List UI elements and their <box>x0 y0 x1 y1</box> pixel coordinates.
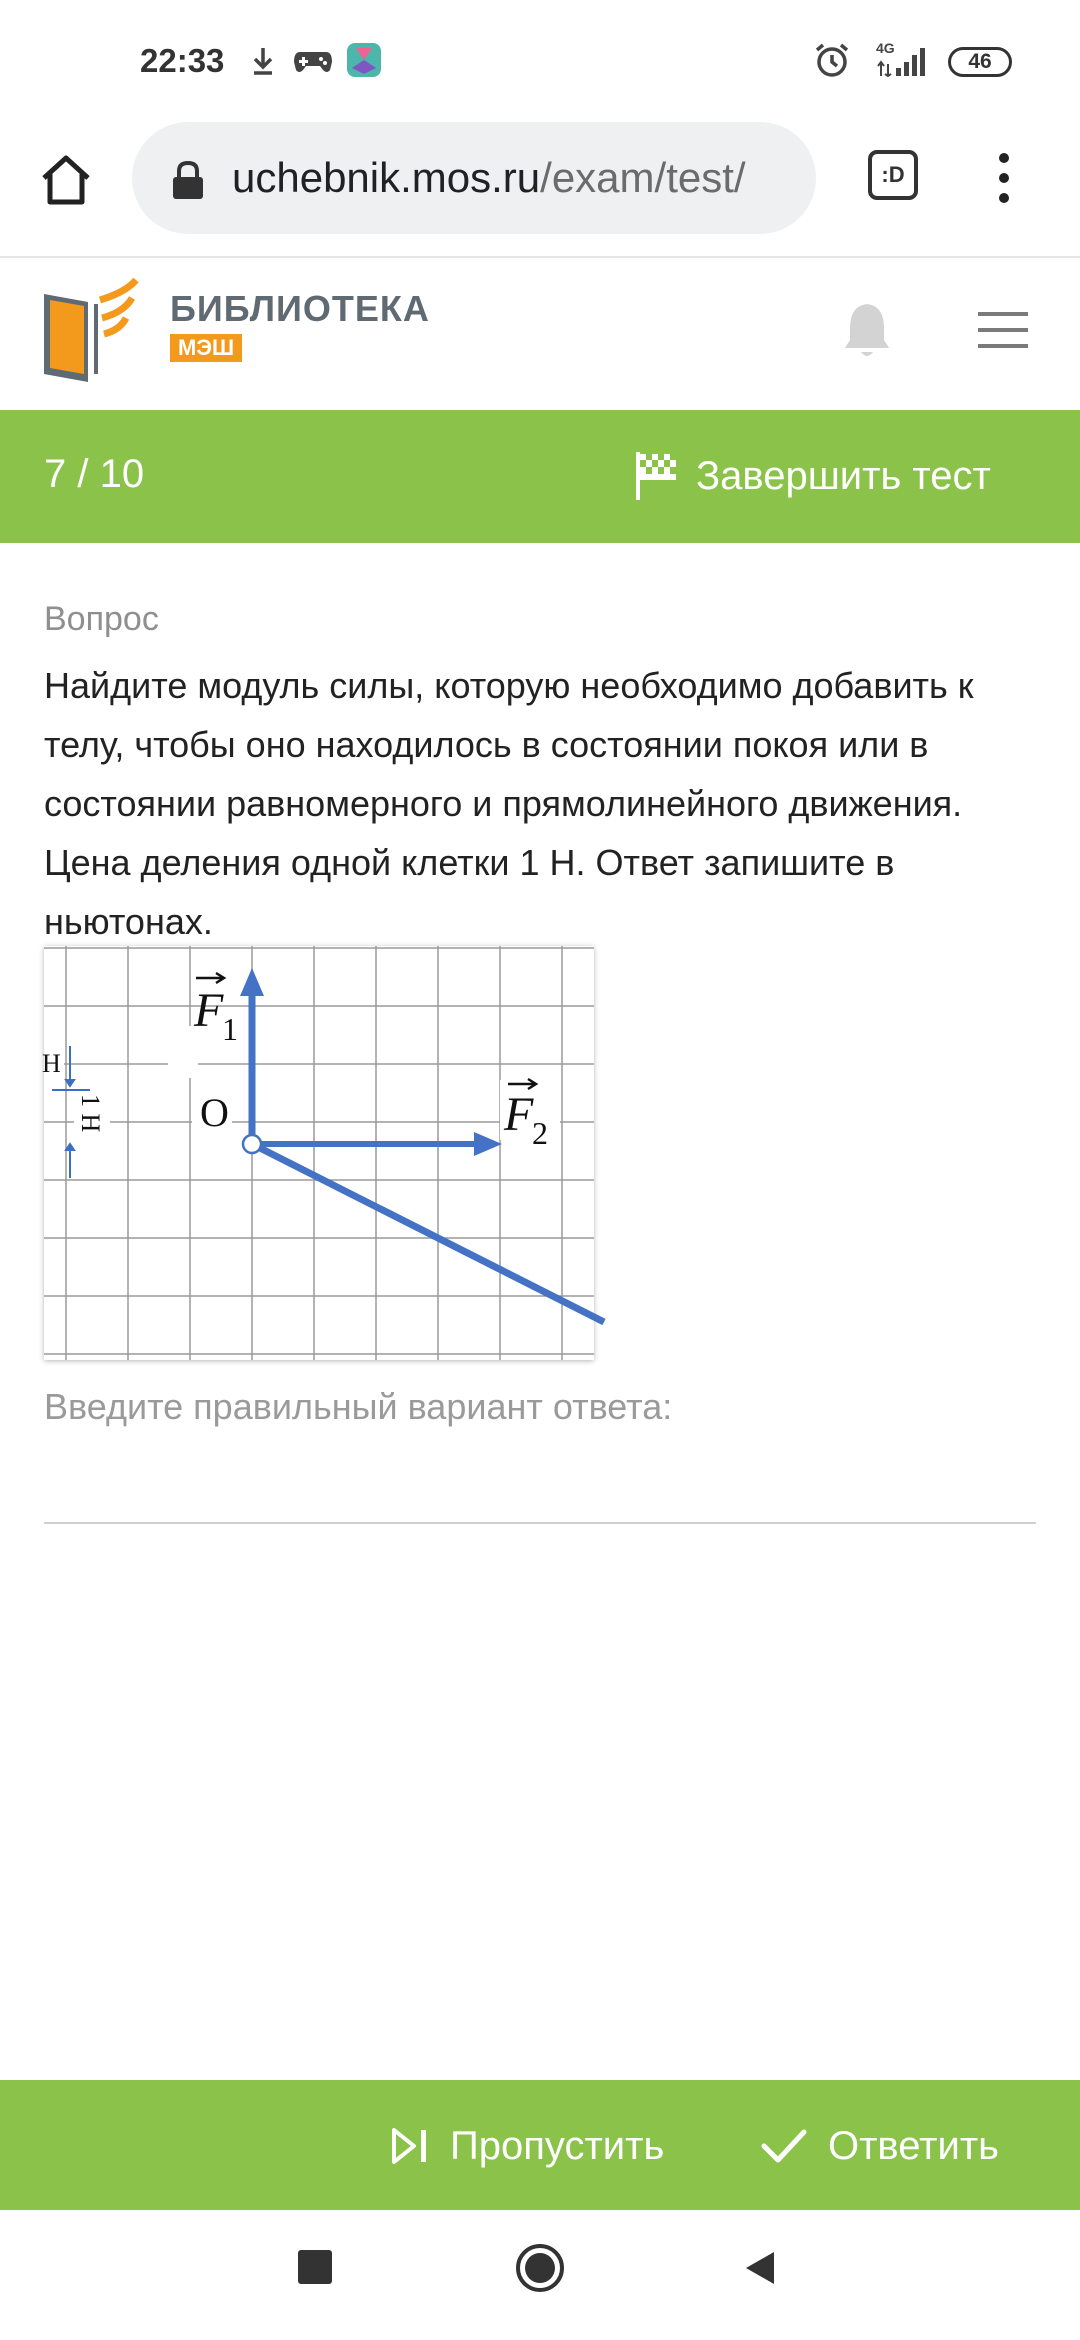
logo-title: БИБЛИОТЕКА <box>170 288 430 329</box>
checkered-flag-icon <box>634 450 678 502</box>
f1-subscript: 1 <box>222 1011 238 1047</box>
answer-input[interactable] <box>44 1470 1036 1524</box>
question-counter: 7 / 10 <box>44 452 145 496</box>
gamepad-icon <box>292 40 334 80</box>
notification-bell-icon[interactable] <box>842 298 892 362</box>
force-vectors <box>240 968 604 1322</box>
skip-icon <box>390 2126 430 2166</box>
network-label: 4G <box>876 40 895 56</box>
submit-answer-label: Ответить <box>828 2123 999 2168</box>
f1-letter: F <box>194 984 224 1037</box>
answer-prompt: Введите правильный вариант ответа: <box>44 1386 673 1427</box>
answer-action-bar <box>0 2080 1080 2210</box>
finish-test-label: Завершить тест <box>696 453 991 498</box>
f1-label <box>193 973 238 1047</box>
back-triangle-icon[interactable] <box>740 2248 780 2288</box>
browser-menu-icon[interactable] <box>990 150 1018 206</box>
submit-answer-button[interactable] <box>760 2116 999 2176</box>
test-progress-bar <box>0 410 1080 543</box>
recent-apps-icon[interactable] <box>298 2250 332 2284</box>
skip-button[interactable] <box>390 2116 664 2176</box>
url-path: /exam/test/ <box>540 154 746 201</box>
status-time: 22:33 <box>140 42 225 79</box>
origin-label: O <box>200 1090 229 1135</box>
app-icon <box>344 40 384 80</box>
address-bar[interactable] <box>132 122 816 234</box>
system-navigation-bar <box>0 2210 1080 2340</box>
f1-vector-arrow <box>196 973 224 983</box>
lock-icon <box>170 160 206 200</box>
battery-indicator: 46 <box>948 47 1012 77</box>
question-figure <box>44 946 594 1360</box>
site-header <box>0 258 1080 410</box>
f2-subscript: 2 <box>532 1115 548 1151</box>
scale-label: 1 Н <box>76 1094 105 1133</box>
f2-letter: F <box>504 1088 534 1141</box>
browser-toolbar <box>0 118 1080 258</box>
origin-point <box>243 1135 261 1153</box>
library-logo-icon[interactable] <box>40 274 144 386</box>
skip-label: Пропустить <box>450 2123 665 2168</box>
hamburger-menu-icon[interactable] <box>978 310 1028 350</box>
home-button[interactable] <box>36 150 96 210</box>
logo-subtitle: МЭШ <box>170 334 242 362</box>
download-icon <box>248 40 278 80</box>
status-bar <box>0 0 1080 118</box>
scale-label-cut: Н <box>42 1049 61 1078</box>
tab-switcher-button[interactable]: :D <box>868 150 918 200</box>
question-text: Найдите модуль силы, которую необходимо добавить к телу, чтобы оно находилось в состоянии покоя или в состоянии равномерного и прямолинейного движения. Цена деления одной клетки 1 Н. Ответ запишите в ньютонах. <box>44 665 974 942</box>
alarm-icon <box>812 40 852 80</box>
signal-icon <box>876 40 932 80</box>
checkmark-icon <box>760 2126 808 2166</box>
home-circle-icon[interactable] <box>514 2242 566 2294</box>
vector-f1-arrowhead <box>240 968 264 996</box>
vector-f2-arrowhead <box>474 1132 502 1156</box>
url-text <box>232 154 746 202</box>
question-label: Вопрос <box>44 600 159 638</box>
url-host: uchebnik.mos.ru <box>232 154 541 201</box>
force-vectors-diagram <box>44 946 594 1360</box>
finish-test-button[interactable] <box>634 446 991 506</box>
